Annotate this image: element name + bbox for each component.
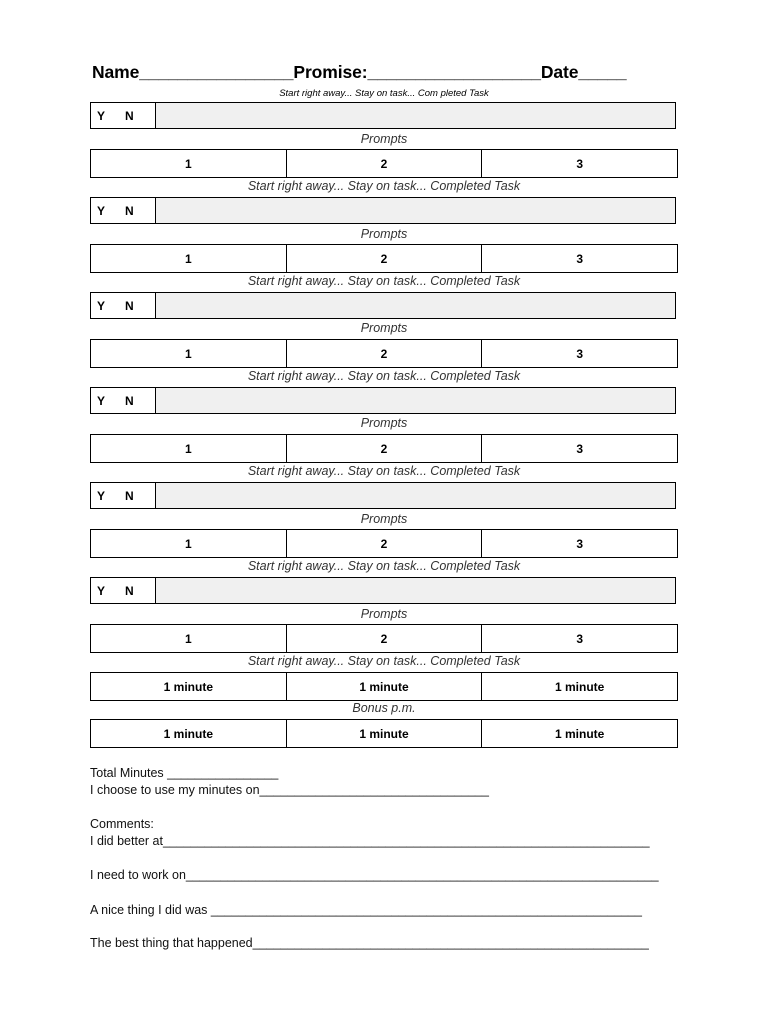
yes-no-row	[90, 482, 676, 509]
header-name-promise-date: Name________________Promise:__________________Date_____	[92, 62, 627, 82]
prompts-label: Prompts	[360, 132, 408, 146]
yes-no-row	[90, 102, 676, 129]
task-criteria-line: Start right away... Stay on task... Completed Task	[247, 179, 521, 193]
prompts-label: Prompts	[360, 321, 408, 335]
no-option[interactable]: N	[125, 583, 134, 598]
yes-no-row	[90, 577, 676, 604]
no-option[interactable]: N	[125, 488, 134, 503]
prompt-cell-3[interactable]: 3	[481, 530, 677, 557]
yes-no-cell	[91, 293, 156, 318]
prompt-cell-3[interactable]: 3	[481, 150, 677, 177]
task-criteria-line: Start right away... Stay on task... Completed Task	[247, 464, 521, 478]
best-thing-field[interactable]: The best thing that happened_________________________________________________________	[90, 936, 649, 950]
task-entry-field[interactable]	[156, 198, 675, 223]
minute-cell-3[interactable]: 1 minute	[481, 673, 677, 700]
yes-no-cell	[91, 103, 156, 128]
nice-thing-field[interactable]: A nice thing I did was ______________________________________________________________	[90, 903, 642, 917]
yes-option[interactable]: Y	[97, 583, 106, 598]
prompt-cell-1[interactable]: 1	[184, 536, 192, 551]
minute-cell-2[interactable]: 1 minute	[286, 673, 482, 700]
prompt-cell-2[interactable]: 2	[286, 150, 482, 177]
prompts-row	[90, 529, 678, 558]
bonus-minute-cell-3[interactable]: 1 minute	[481, 720, 677, 747]
prompts-label: Prompts	[360, 607, 408, 621]
prompts-row	[90, 149, 678, 178]
prompt-cell-1[interactable]: 1	[184, 441, 192, 456]
prompt-cell-2[interactable]: 2	[286, 435, 482, 462]
did-better-field[interactable]: I did better at______________________________________________________________________	[90, 834, 650, 848]
prompts-row	[90, 339, 678, 368]
prompt-cell-2[interactable]: 2	[286, 625, 482, 652]
bonus-minute-cell-2[interactable]: 1 minute	[286, 720, 482, 747]
prompt-cell-3[interactable]: 3	[481, 340, 677, 367]
yes-option[interactable]: Y	[97, 393, 106, 408]
prompt-cell-3[interactable]: 3	[481, 245, 677, 272]
no-option[interactable]: N	[125, 298, 134, 313]
task-entry-field[interactable]	[156, 483, 675, 508]
no-option[interactable]: N	[125, 108, 134, 123]
task-criteria-line: Start right away... Stay on task... Completed Task	[247, 369, 521, 383]
prompts-row	[90, 434, 678, 463]
task-entry-field[interactable]	[156, 388, 675, 413]
task-criteria-line: Start right away... Stay on task... Completed Task	[247, 274, 521, 288]
yes-option[interactable]: Y	[97, 203, 106, 218]
prompt-cell-2[interactable]: 2	[286, 245, 482, 272]
bonus-minute-cell-1[interactable]: 1 minute	[163, 726, 213, 741]
yes-option[interactable]: Y	[97, 488, 106, 503]
bonus-minutes-row	[90, 719, 678, 748]
prompts-label: Prompts	[360, 416, 408, 430]
bonus-label: Bonus p.m.	[352, 701, 416, 715]
prompt-cell-1[interactable]: 1	[184, 156, 192, 171]
prompt-cell-2[interactable]: 2	[286, 530, 482, 557]
choose-minutes-field[interactable]: I choose to use my minutes on_________________________________	[90, 783, 489, 797]
yes-no-cell	[91, 578, 156, 603]
yes-option[interactable]: Y	[97, 298, 106, 313]
prompt-cell-1[interactable]: 1	[184, 346, 192, 361]
total-minutes-field[interactable]: Total Minutes ________________	[90, 766, 279, 780]
task-entry-field[interactable]	[156, 103, 675, 128]
task-criteria-line: Start right away... Stay on task... Completed Task	[247, 559, 521, 573]
yes-no-row	[90, 197, 676, 224]
prompt-cell-2[interactable]: 2	[286, 340, 482, 367]
yes-no-cell	[91, 198, 156, 223]
prompt-cell-3[interactable]: 3	[481, 435, 677, 462]
prompts-label: Prompts	[360, 512, 408, 526]
prompts-label: Prompts	[360, 227, 408, 241]
yes-no-cell	[91, 388, 156, 413]
task-entry-field[interactable]	[156, 293, 675, 318]
prompt-cell-1[interactable]: 1	[184, 251, 192, 266]
minutes-row	[90, 672, 678, 701]
yes-option[interactable]: Y	[97, 108, 106, 123]
work-on-field[interactable]: I need to work on____________________________________________________________________	[90, 868, 659, 882]
yes-no-cell	[91, 483, 156, 508]
task-criteria-line: Start right away... Stay on task... Completed Task	[247, 654, 521, 668]
prompt-cell-3[interactable]: 3	[481, 625, 677, 652]
yes-no-row	[90, 387, 676, 414]
comments-heading: Comments:	[90, 817, 154, 831]
prompt-cell-1[interactable]: 1	[184, 631, 192, 646]
minute-cell-1[interactable]: 1 minute	[163, 679, 213, 694]
no-option[interactable]: N	[125, 393, 134, 408]
no-option[interactable]: N	[125, 203, 134, 218]
yes-no-row	[90, 292, 676, 319]
prompts-row	[90, 244, 678, 273]
prompts-row	[90, 624, 678, 653]
task-entry-field[interactable]	[156, 578, 675, 603]
header-subtitle: Start right away... Stay on task... Com pleted Task	[279, 88, 489, 99]
